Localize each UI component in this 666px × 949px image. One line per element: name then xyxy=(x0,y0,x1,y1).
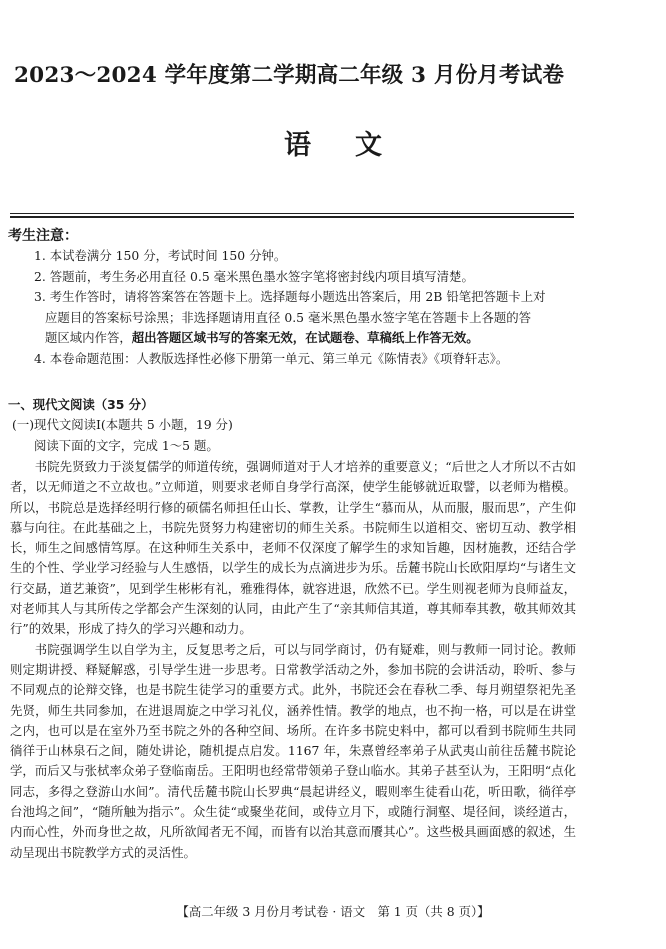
notice-item-3-line-3 xyxy=(34,328,594,349)
notice-item-3-line-1: 3. 考生作答时，请将答案答在答题卡上。选择题每小题选出答案后，用 2B 铅笔把答题卡上对 xyxy=(34,289,546,304)
notice-item-2: 2. 答题前，考生务必用直径 0.5 毫米黑色墨水签字笔将密封线内项目填写清楚。 xyxy=(34,268,474,284)
notice-warning: 超出答题区域书写的答案无效，在试题卷、草稿纸上作答无效。 xyxy=(131,330,479,345)
subject-title: 语文 xyxy=(284,130,426,161)
notice-item-4: 4. 本卷命题范围：人教版选择性必修下册第一单元、第三单元《陈情表》《项脊轩志》。 xyxy=(34,350,509,366)
passage-paragraph-2: 书院强调学生以自学为主，反复思考之后，可以与同学商讨，仍有疑难，则与教师一同讨论。教师则定期讲授、释疑解惑，引导学生进一步思考。日常教学活动之外，参加书院的会讲活动，聆听、参与不同观点的论辩交锋，也是书院生徒学习的重要方式。此外，书院还会在春秋二季、每月朔望祭祀先圣先贤，师生共同参加，在进退周旋之中学习礼仪，涵养性情。教学的地点，也不拘一格，可以是在讲堂之内，也可以是在室外乃至书院之外的各种空间、场所。在许多书院史料中，都可以看到书院师生共同徜徉于山林泉石之间，随处讲论，随机提点启发。1167 年，朱熹曾经率弟子从武夷山前往岳麓书院论学，而后又与张栻率众弟子登临南岳。王阳明也经常带领弟子登山临水。其弟子甚至认为，王阳明“点化同志，多得之登游山水间”。清代岳麓书院山长罗典“晨起讲经义，暇则率生徒看山花，听田歌，徜徉亭台池坞之间”，“随所触为指示”。众生徒“或聚坐花间，或侍立月下，或随行洞壑、堤径间，谈经道古，内而心性，外而身世之故，凡所欲闻者无不闻，而皆有以治其意而餍其心”。这些极具画面感的叙述，生动呈现出书院教学方式的灵活性。 xyxy=(10,641,576,860)
notice-list xyxy=(34,246,594,369)
exam-title: 2023～2024 学年度第二学期高二年级 3 月份月考试卷 xyxy=(14,63,565,88)
reading-passage xyxy=(10,457,576,863)
notice-heading: 考生注意： xyxy=(8,228,78,244)
reading-instruction: 阅读下面的文字，完成 1～5 题。 xyxy=(34,438,219,453)
divider-line xyxy=(10,213,574,214)
passage-paragraph-1: 书院先贤致力于淡复儒学的师道传统，强调师道对于人才培养的重要意义；“后世之人才所以不古如者，以无师道之不立故也。”立师道，则要求老师自身学行高深，使学生能够就近取譬，以老师为楷模。所以，书院总是选择经明行修的硕儒名师担任山长、掌教，让学生“慕而从，从而服，服而思”，产生仰慕与向往。在此基础之上，书院先贤努力构建密切的师生关系。书院师生以道相交、密切互动、教学相长，师生之间感情笃厚。在这种师生关系中，老师不仅深度了解学生的求知旨趣，因材施教，还结合学生的个性、学业学习经验与人生感悟，以学生的成长为点滴进步为乐。岳麓书院山长欧阳厚均“与诸生文行交勗，道艺兼资”，见到学生彬彬有礼，雅雅得体，就容进退，欣然不已。学生则视老师为良师益友，对老师其人与其所传之学都会产生深刻的认同，由此产生了“亲其师信其道，尊其师奉其教，敬其师效其行”的效果，形成了持久的学习兴趣和动力。 xyxy=(10,459,576,637)
subsection-title: (一)现代文阅读Ⅰ(本题共 5 小题，19 分) xyxy=(12,417,233,432)
notice-item-3-text: 题区域内作答， xyxy=(45,330,132,345)
page-footer: 【高二年级 3 月份月考试卷 · 语文 第 1 页（共 8 页）】 xyxy=(176,904,490,919)
notice-item-1: 1. 本试卷满分 150 分，考试时间 150 分钟。 xyxy=(34,248,287,263)
section-title: 一、现代文阅读（35 分） xyxy=(8,397,154,412)
notice-item-3-line-2: 应题目的答案标号涂黑；非选择题请用直径 0.5 毫米黑色墨水签字笔在答题卡上各题的答 xyxy=(45,309,532,325)
divider-line-thick xyxy=(10,216,574,218)
